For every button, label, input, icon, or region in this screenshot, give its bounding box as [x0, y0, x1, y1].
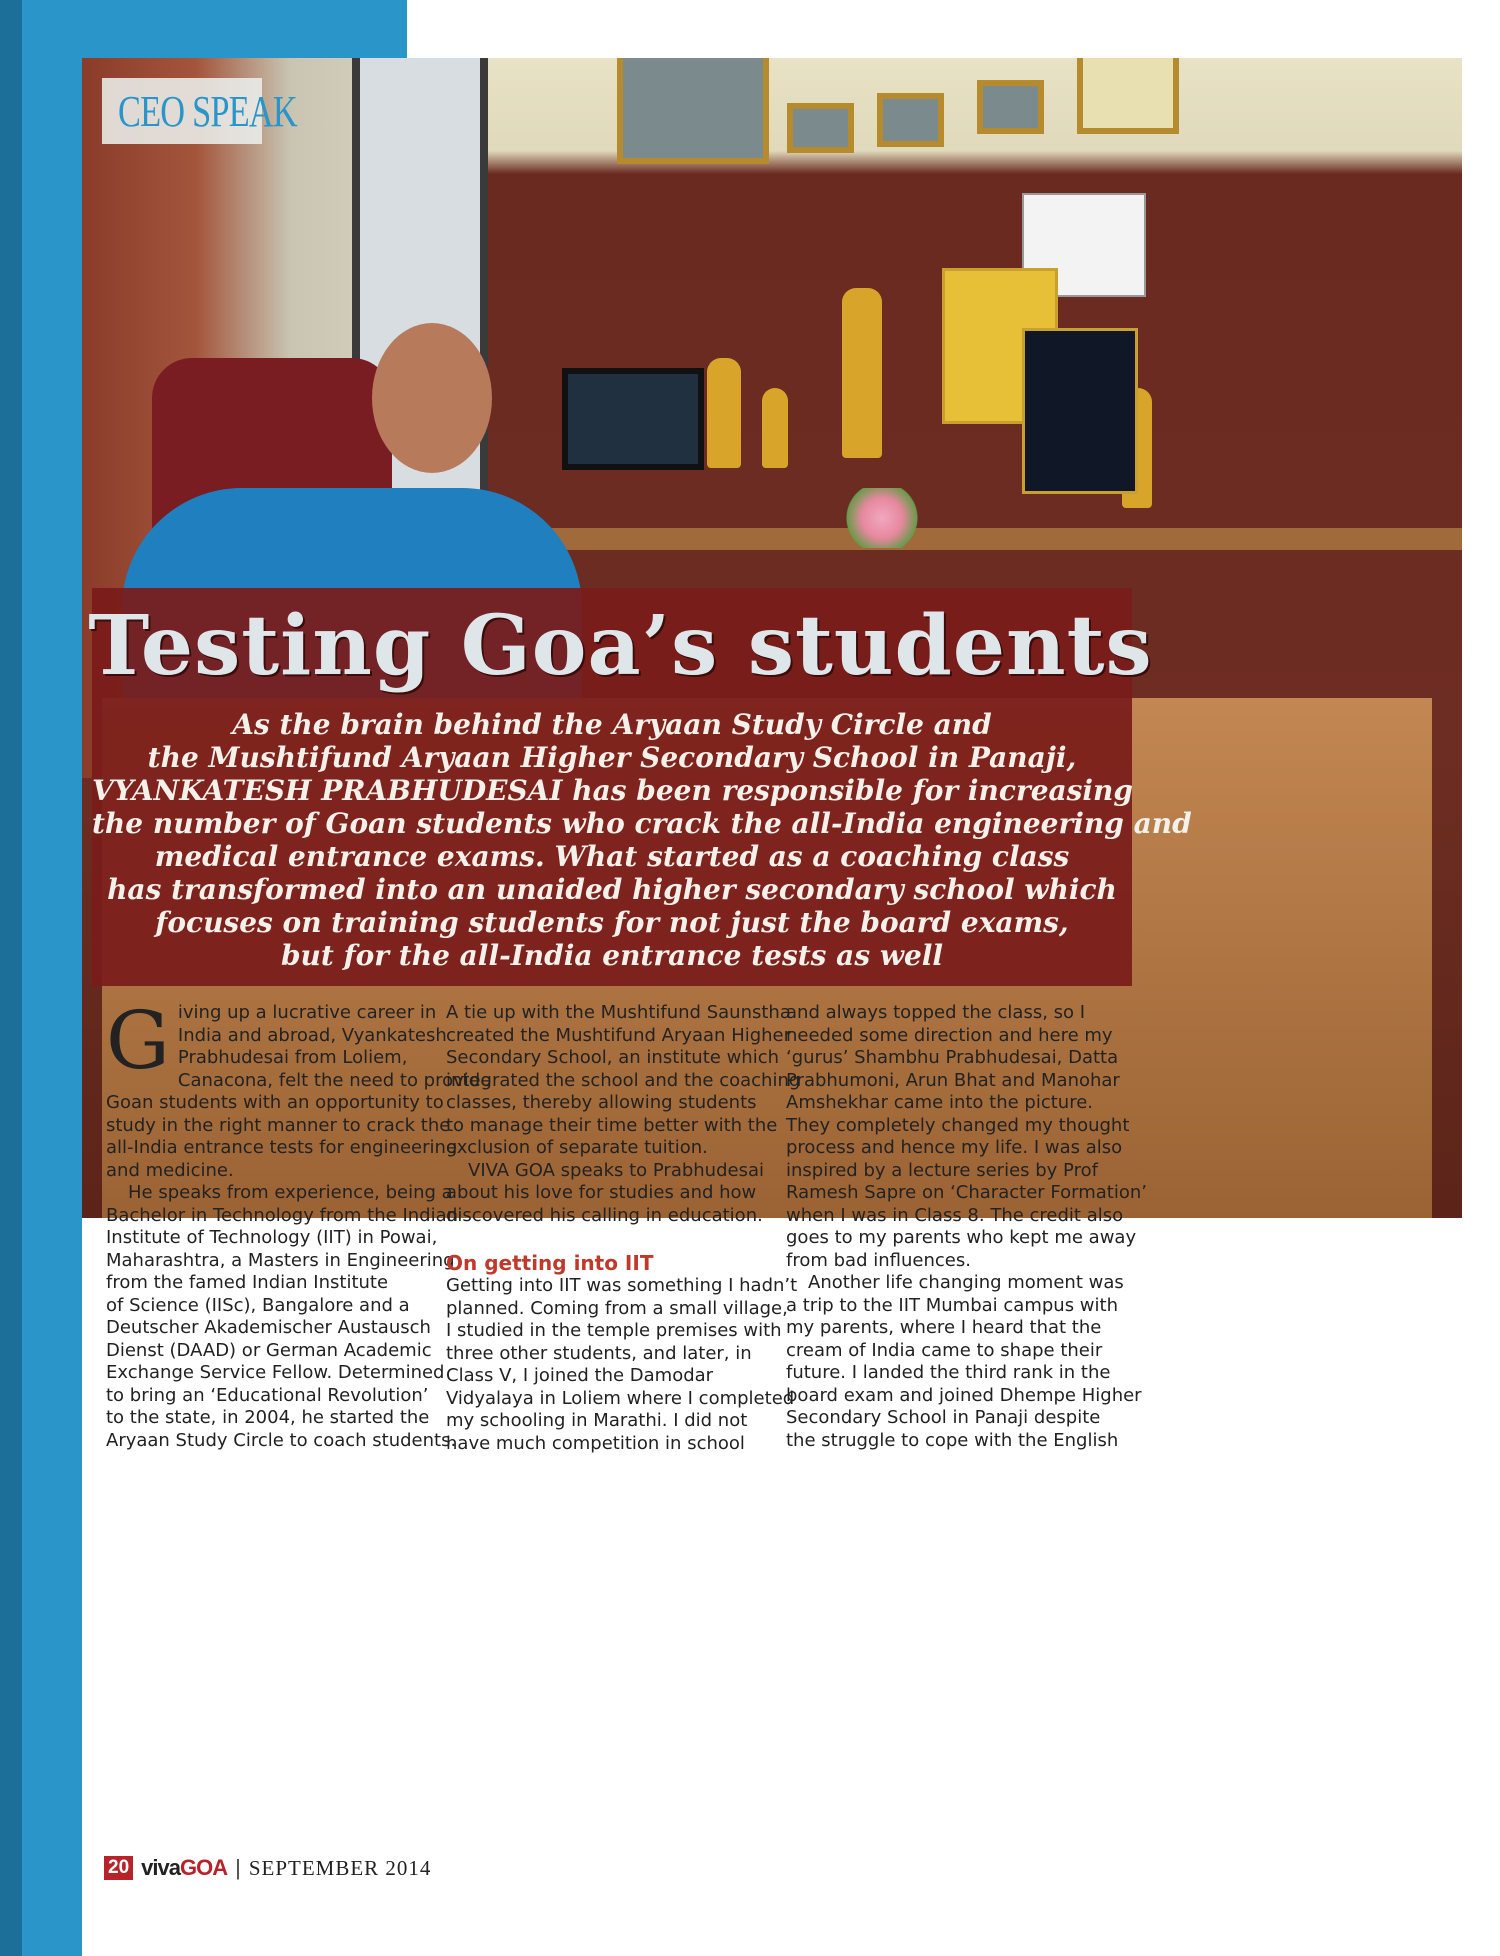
- body-line: classes, thereby allowing students: [446, 1092, 757, 1113]
- body-line: Getting into IIT was something I hadn’t: [446, 1275, 798, 1296]
- body-line: Another life changing moment was: [808, 1272, 1124, 1293]
- body-line: of Science (IISc), Bangalore and a: [106, 1294, 410, 1316]
- body-line: Goan students with an opportunity to: [106, 1092, 444, 1113]
- photo-wall-frame: [617, 58, 769, 164]
- body-line: Ramesh Sapre on ‘Character Formation’: [786, 1182, 1147, 1203]
- photo-trophy: [842, 288, 882, 458]
- body-line: from bad influences.: [786, 1249, 971, 1271]
- body-line: A tie up with the Mushtifund Saunstha: [446, 1002, 791, 1023]
- standfirst-line: VYANKATESH PRABHUDESAI has been responsible for increasing: [92, 774, 1133, 807]
- body-line: Dienst (DAAD) or German Academic: [106, 1339, 432, 1361]
- magazine-logo-viva: viva: [141, 1855, 180, 1880]
- body-column-1: [106, 994, 492, 1452]
- page-footer: [104, 1854, 431, 1882]
- body-line: iving up a lucrative career in: [177, 1002, 437, 1023]
- body-paragraph: [446, 1275, 798, 1455]
- body-line: study in the right manner to crack the: [106, 1114, 451, 1136]
- body-line: Amshekhar came into the picture.: [786, 1092, 1094, 1113]
- body-line: planned. Coming from a small village,: [446, 1297, 788, 1319]
- body-line: the struggle to cope with the English: [786, 1429, 1119, 1451]
- body-line: Prabhudesai from Loliem,: [177, 1047, 408, 1068]
- magazine-logo-goa: GOA: [179, 1855, 228, 1880]
- standfirst-line: has transformed into an unaided higher secondary school which: [107, 873, 1117, 906]
- photo-shelf: [502, 528, 1462, 550]
- body-line: He speaks from experience, being a: [128, 1182, 453, 1203]
- body-line: VIVA GOA speaks to Prabhudesai: [468, 1159, 764, 1181]
- photo-trophy: [762, 388, 788, 468]
- body-column-2: [446, 1002, 801, 1455]
- body-line: exclusion of separate tuition.: [446, 1137, 708, 1158]
- left-spine-shadow: [0, 0, 22, 1956]
- body-line: inspired by a lecture series by Prof: [786, 1159, 1098, 1181]
- body-paragraph: [446, 1160, 774, 1228]
- standfirst-line: As the brain behind the Aryaan Study Circle and: [232, 708, 992, 741]
- body-line: to the state, in 2004, he started the: [106, 1407, 430, 1428]
- body-line: my schooling in Marathi. I did not: [446, 1410, 748, 1431]
- photo-person-head: [372, 323, 492, 473]
- top-accent-bar: [82, 0, 407, 58]
- body-line: a trip to the IIT Mumbai campus with: [786, 1294, 1118, 1316]
- footer-separator: |: [235, 1855, 241, 1880]
- article-headline: Testing Goa’s students: [88, 598, 1153, 694]
- body-column-3: [786, 1002, 1147, 1452]
- body-line: Prabhumoni, Arun Bhat and Manohar: [786, 1069, 1120, 1091]
- standfirst-line: the number of Goan students who crack the all-India engineering and: [92, 807, 1192, 840]
- body-line: three other students, and later, in: [446, 1342, 752, 1364]
- body-line: Class V, I joined the Damodar: [446, 1365, 714, 1386]
- magazine-logo: [141, 1855, 227, 1881]
- body-line: needed some direction and here my: [786, 1024, 1113, 1046]
- section-subhead: On getting into IIT: [446, 1251, 654, 1275]
- body-line: Bachelor in Technology from the Indian: [106, 1204, 459, 1226]
- body-line: cream of India came to shape their: [786, 1339, 1103, 1361]
- body-line: when I was in Class 8. The credit also: [786, 1204, 1124, 1226]
- photo-certificate: [1077, 58, 1179, 134]
- body-line: future. I landed the third rank in the: [786, 1362, 1111, 1383]
- drop-cap: G: [106, 994, 170, 1087]
- body-line: my parents, where I heard that the: [786, 1317, 1102, 1338]
- body-line: Secondary School, an institute which: [446, 1047, 780, 1068]
- standfirst-line: focuses on training students for not just the board exams,: [155, 906, 1069, 939]
- body-line: and medicine.: [106, 1159, 234, 1181]
- body-line: They completely changed my thought: [786, 1114, 1130, 1136]
- body-line: Canacona, felt the need to provide: [177, 1069, 492, 1091]
- body-line: to manage their time better with the: [446, 1114, 778, 1136]
- body-line: Secondary School in Panaji despite: [786, 1407, 1101, 1428]
- body-line: I studied in the temple premises with: [446, 1320, 782, 1341]
- body-line: Vidyalaya in Loliem where I completed: [446, 1387, 795, 1409]
- photo-trophy: [707, 358, 741, 468]
- section-label: CEO SPEAK: [118, 87, 297, 136]
- body-paragraph: [106, 1182, 459, 1452]
- body-line: created the Mushtifund Aryaan Higher: [446, 1024, 792, 1046]
- body-line: India and abroad, Vyankatesh: [177, 1024, 447, 1046]
- body-line: from the famed Indian Institute: [106, 1272, 389, 1293]
- body-line: to bring an ‘Educational Revolution’: [106, 1384, 429, 1406]
- body-line: process and hence my life. I was also: [786, 1137, 1123, 1158]
- body-line: discovered his calling in education.: [446, 1204, 763, 1226]
- photo-plaque: [1022, 328, 1138, 494]
- body-paragraph: [106, 994, 492, 1182]
- body-paragraph: [786, 1272, 1142, 1452]
- body-line: Deutscher Akademischer Austausch: [106, 1317, 431, 1338]
- body-line: Exchange Service Fellow. Determined: [106, 1362, 445, 1383]
- body-paragraph: [446, 1002, 801, 1160]
- body-line: Institute of Technology (IIT) in Powai,: [106, 1227, 438, 1248]
- body-line: integrated the school and the coaching: [446, 1069, 801, 1091]
- standfirst-line: the Mushtifund Aryaan Higher Secondary School in Panaji,: [147, 741, 1077, 774]
- body-line: have much competition in school: [446, 1432, 745, 1454]
- standfirst-line: but for the all-India entrance tests as well: [280, 939, 944, 972]
- photo-monitor: [562, 368, 704, 470]
- body-line: about his love for studies and how: [446, 1182, 757, 1203]
- body-line: Aryaan Study Circle to coach students.: [106, 1429, 457, 1451]
- photo-wall-frame: [787, 103, 854, 153]
- article-standfirst: [92, 708, 1192, 972]
- body-line: ‘gurus’ Shambhu Prabhudesai, Datta: [786, 1047, 1119, 1068]
- photo-flowers: [842, 488, 922, 548]
- standfirst-line: medical entrance exams. What started as a coaching class: [154, 840, 1070, 873]
- page-number: 20: [104, 1856, 133, 1880]
- photo-wall-frame: [977, 80, 1044, 134]
- body-paragraph: [786, 1002, 1147, 1272]
- body-line: Maharashtra, a Masters in Engineering: [106, 1249, 455, 1271]
- body-line: goes to my parents who kept me away: [786, 1227, 1137, 1248]
- body-line: all-India entrance tests for engineering: [106, 1137, 458, 1158]
- body-line: board exam and joined Dhempe Higher: [786, 1384, 1142, 1406]
- issue-date: SEPTEMBER 2014: [248, 1855, 432, 1880]
- photo-wall-frame: [877, 93, 944, 147]
- body-line: and always topped the class, so I: [786, 1002, 1086, 1023]
